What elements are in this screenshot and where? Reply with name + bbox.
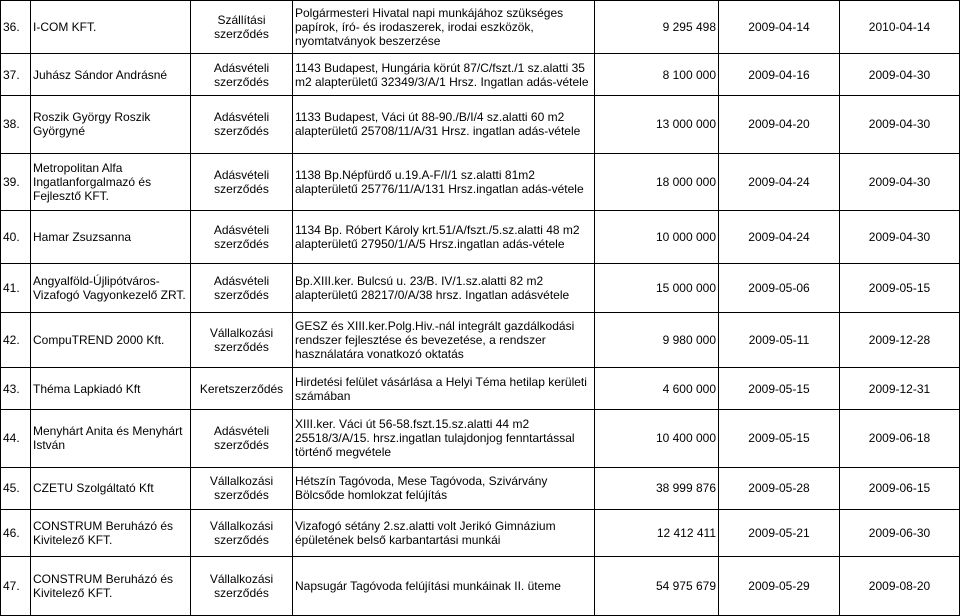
date-to: 2009-08-20 <box>840 557 960 616</box>
date-to: 2009-04-30 <box>840 96 960 154</box>
row-number: 44. <box>1 410 31 468</box>
contracting-party: Juhász Sándor Andrásné <box>31 54 191 96</box>
contracting-party: CONSTRUM Beruházó és Kivitelező KFT. <box>31 509 191 557</box>
contracting-party: Roszik György Roszik Györgyné <box>31 96 191 154</box>
contracting-party: Angyalföld-Újlipótváros-Vizafogó Vagyonkezelő ZRT. <box>31 264 191 313</box>
date-from: 2009-05-15 <box>719 368 840 410</box>
contract-amount: 13 000 000 <box>595 96 719 154</box>
contract-type: Vállalkozási szerződés <box>191 557 293 616</box>
date-to: 2009-04-30 <box>840 54 960 96</box>
row-number: 43. <box>1 368 31 410</box>
contract-amount: 10 000 000 <box>595 211 719 264</box>
contract-amount: 9 980 000 <box>595 312 719 367</box>
table-row <box>1 1 960 54</box>
date-from: 2009-04-24 <box>719 153 840 211</box>
date-from: 2009-05-06 <box>719 264 840 313</box>
date-from: 2009-05-21 <box>719 509 840 557</box>
contracting-party: Menyhárt Anita és Menyhárt István <box>31 410 191 468</box>
row-number: 47. <box>1 557 31 616</box>
contract-amount: 54 975 679 <box>595 557 719 616</box>
contract-amount: 9 295 498 <box>595 1 719 54</box>
table-row <box>1 557 960 616</box>
table-row <box>1 211 960 264</box>
date-to: 2009-12-31 <box>840 368 960 410</box>
contract-type: Vállalkozási szerződés <box>191 509 293 557</box>
row-number: 46. <box>1 509 31 557</box>
date-from: 2009-04-16 <box>719 54 840 96</box>
table-row <box>1 467 960 509</box>
date-to: 2009-06-15 <box>840 467 960 509</box>
table-row <box>1 368 960 410</box>
date-to: 2010-04-14 <box>840 1 960 54</box>
contract-type: Adásvételi szerződés <box>191 264 293 313</box>
contract-subject: Hétszín Tagóvoda, Mese Tagóvoda, Szivárvány Bölcsőde homlokzat felújítás <box>293 467 595 509</box>
date-to: 2009-06-18 <box>840 410 960 468</box>
date-to: 2009-04-30 <box>840 153 960 211</box>
contract-type: Keretszerződés <box>191 368 293 410</box>
table-row <box>1 96 960 154</box>
table-row <box>1 410 960 468</box>
date-from: 2009-05-29 <box>719 557 840 616</box>
contract-amount: 38 999 876 <box>595 467 719 509</box>
table-body <box>1 1 960 616</box>
contract-type: Vállalkozási szerződés <box>191 467 293 509</box>
table-row <box>1 54 960 96</box>
contract-type: Adásvételi szerződés <box>191 153 293 211</box>
contract-subject: 1138 Bp.Népfürdő u.19.A-F/I/1 sz.alatti 81m2 alapterületű 25776/11/A/131 Hrsz.ingatlan adás-vétele <box>293 153 595 211</box>
date-from: 2009-04-20 <box>719 96 840 154</box>
contract-subject: Bp.XIII.ker. Bulcsú u. 23/B. IV/1.sz.alatti 82 m2 alapterületű 28217/0/A/38 hrsz. Ingatlan adásvétele <box>293 264 595 313</box>
date-from: 2009-04-24 <box>719 211 840 264</box>
contract-amount: 18 000 000 <box>595 153 719 211</box>
contract-type: Adásvételi szerződés <box>191 410 293 468</box>
row-number: 38. <box>1 96 31 154</box>
date-from: 2009-04-14 <box>719 1 840 54</box>
contracting-party: CONSTRUM Beruházó és Kivitelező KFT. <box>31 557 191 616</box>
contracting-party: Metropolitan Alfa Ingatlanforgalmazó és Fejlesztő KFT. <box>31 153 191 211</box>
contract-subject: Polgármesteri Hivatal napi munkájához szükséges papírok, író- és irodaszerek, irodai eszközök, nyomtatványok beszerzése <box>293 1 595 54</box>
row-number: 45. <box>1 467 31 509</box>
date-from: 2009-05-11 <box>719 312 840 367</box>
table-row <box>1 312 960 367</box>
row-number: 41. <box>1 264 31 313</box>
row-number: 36. <box>1 1 31 54</box>
contract-type: Vállalkozási szerződés <box>191 312 293 367</box>
contracting-party: Théma Lapkiadó Kft <box>31 368 191 410</box>
contract-amount: 8 100 000 <box>595 54 719 96</box>
row-number: 37. <box>1 54 31 96</box>
contract-subject: 1143 Budapest, Hungária körút 87/C/fszt./1 sz.alatti 35 m2 alapterületű 32349/3/A/1 Hrsz. Ingatlan adás-vétele <box>293 54 595 96</box>
contract-subject: XIII.ker. Váci út 56-58.fszt.15.sz.alatti 44 m2 25518/3/A/15. hrsz.ingatlan tulajdonjog fenntartással történő megvétele <box>293 410 595 468</box>
contract-subject: 1134 Bp. Róbert Károly krt.51/A/fszt./5.sz.alatti 48 m2 alapterületű 27950/1/A/5 Hrsz.ingatlan adás-vétele <box>293 211 595 264</box>
contract-type: Adásvételi szerződés <box>191 96 293 154</box>
date-to: 2009-06-30 <box>840 509 960 557</box>
contract-type: Szállítási szerződés <box>191 1 293 54</box>
date-to: 2009-12-28 <box>840 312 960 367</box>
contract-type: Adásvételi szerződés <box>191 211 293 264</box>
contract-amount: 15 000 000 <box>595 264 719 313</box>
contracting-party: I-COM KFT. <box>31 1 191 54</box>
row-number: 39. <box>1 153 31 211</box>
date-from: 2009-05-28 <box>719 467 840 509</box>
contract-amount: 12 412 411 <box>595 509 719 557</box>
contract-type: Adásvételi szerződés <box>191 54 293 96</box>
date-to: 2009-04-30 <box>840 211 960 264</box>
table-row <box>1 509 960 557</box>
row-number: 40. <box>1 211 31 264</box>
contract-subject: Vizafogó sétány 2.sz.alatti volt Jerikó Gimnázium épületének belső karbantartási munkái <box>293 509 595 557</box>
date-from: 2009-05-15 <box>719 410 840 468</box>
contract-subject: 1133 Budapest, Váci út 88-90./B/I/4 sz.alatti 60 m2 alapterületű 25708/11/A/31 Hrsz. ingatlan adás-vétele <box>293 96 595 154</box>
table-row <box>1 153 960 211</box>
table-row <box>1 264 960 313</box>
contract-amount: 10 400 000 <box>595 410 719 468</box>
contract-subject: Napsugár Tagóvoda felújítási munkáinak II. üteme <box>293 557 595 616</box>
contracting-party: Hamar Zsuzsanna <box>31 211 191 264</box>
contracting-party: CompuTREND 2000 Kft. <box>31 312 191 367</box>
contract-amount: 4 600 000 <box>595 368 719 410</box>
date-to: 2009-05-15 <box>840 264 960 313</box>
contracting-party: CZETU Szolgáltató Kft <box>31 467 191 509</box>
contract-subject: Hirdetési felület vásárlása a Helyi Téma hetilap kerületi számában <box>293 368 595 410</box>
row-number: 42. <box>1 312 31 367</box>
contract-subject: GESZ és XIII.ker.Polg.Hiv.-nál integrált gazdálkodási rendszer fejlesztése és bevezetése, a rendszer használatára vonatkozó oktatás <box>293 312 595 367</box>
